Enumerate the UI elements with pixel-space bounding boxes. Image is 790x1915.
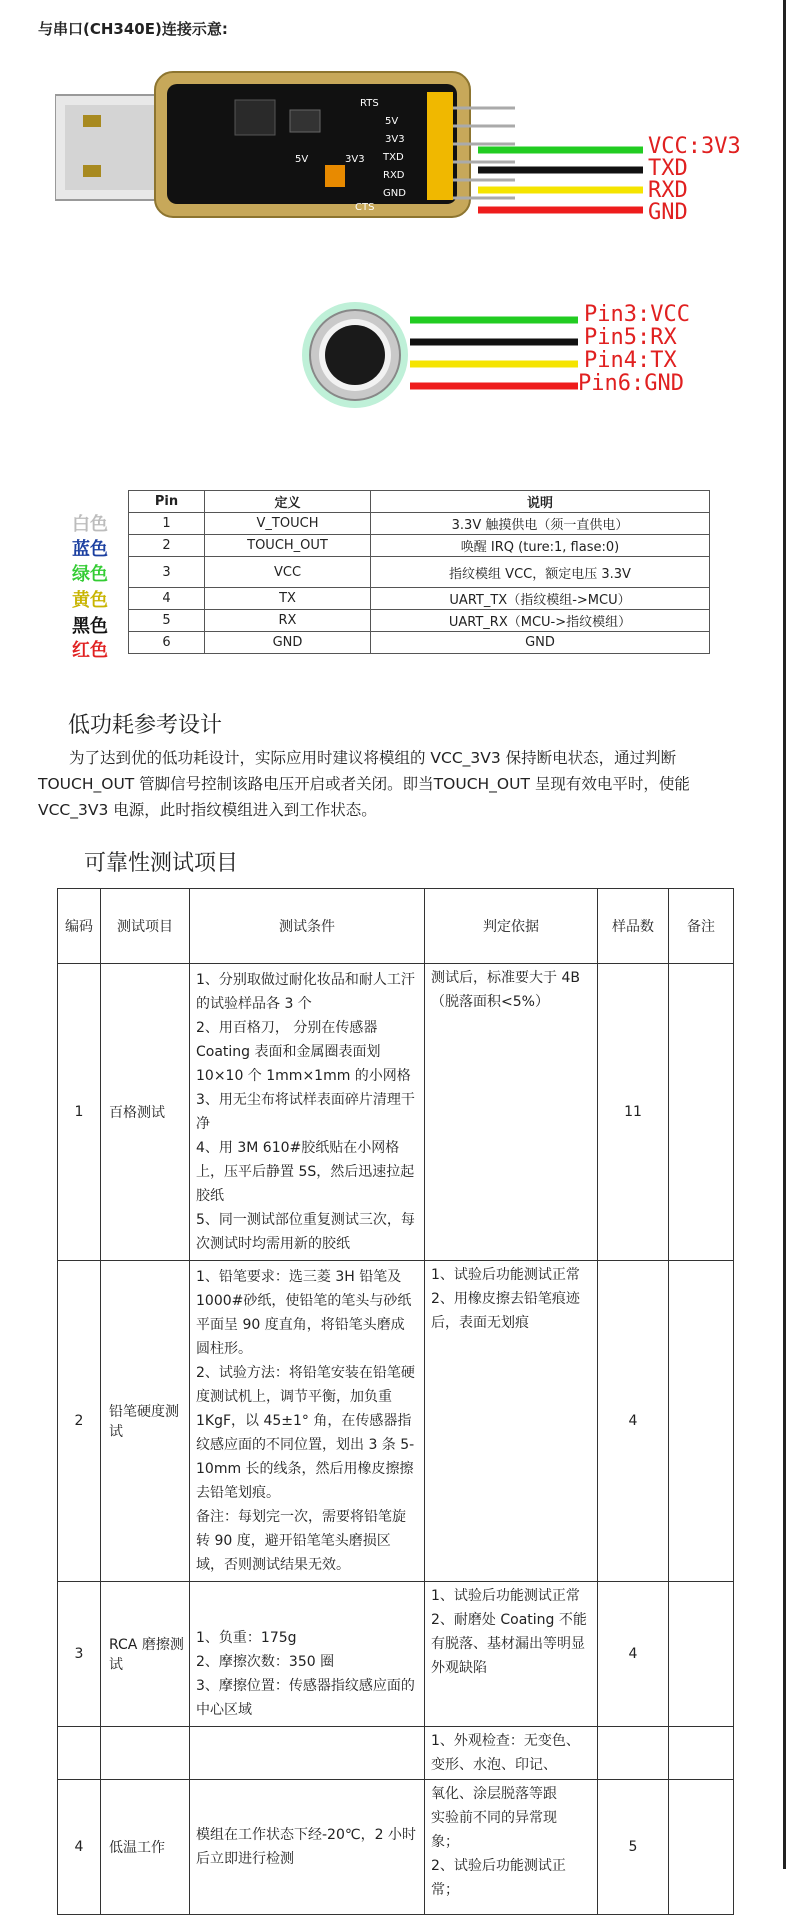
usb-wire-label-gnd: GND xyxy=(648,200,688,225)
test-number: 1 xyxy=(58,964,101,1261)
test-samples: 4 xyxy=(598,1582,669,1727)
pin-number: 1 xyxy=(129,513,205,535)
test-samples xyxy=(598,1727,669,1780)
pin-description: 指纹模组 VCC，额定电压 3.3V xyxy=(371,557,710,588)
test-note xyxy=(669,964,734,1261)
usb-wire-label-txd: TXD xyxy=(648,156,688,181)
pin-table-header xyxy=(129,491,710,513)
test-condition: 模组在工作状态下经-20℃，2 小时后立即进行检测 xyxy=(190,1780,425,1915)
pin-label-rxd: RXD xyxy=(383,170,405,181)
test-number: 4 xyxy=(58,1780,101,1915)
color-label-green: 绿色 xyxy=(72,564,108,585)
pin-table-row xyxy=(129,610,710,632)
pin-label-5v: 5V xyxy=(385,116,399,127)
sensor-surface xyxy=(325,325,385,385)
test-criteria: 测试后，标准要大于 4B（脱落面积<5%） xyxy=(425,964,598,1261)
pin-table-row xyxy=(129,557,710,588)
jumper-label-5v: 5V xyxy=(295,154,309,165)
pin-description: GND xyxy=(371,632,710,654)
pin-definition: TX xyxy=(205,588,371,610)
pin-table-row xyxy=(129,632,710,654)
header-criteria: 判定依据 xyxy=(425,889,598,964)
pin-number: 2 xyxy=(129,535,205,557)
pin-number: 4 xyxy=(129,588,205,610)
test-condition: 1、铅笔要求：选三菱 3H 铅笔及 1000#砂纸，使铅笔的笔头与砂纸平面呈 90 度直角，将铅笔头磨成圆柱形。 2、试验方法：将铅笔安装在铅笔硬度测试机上，调节平衡，加负重 1KgF，以 45±1° 角，在传感器指纹感应面的不同位置，划出 3 条 5-10mm 长的线条，然后用橡皮擦擦去铅笔划痕。 备注：每划完一次，需要将铅笔旋转 90 度，避开铅笔笔头磨损区域，否则测试结果无效。 xyxy=(190,1261,425,1582)
sensor-wire-label-rx: Pin5:RX xyxy=(584,325,677,350)
test-samples: 5 xyxy=(598,1780,669,1915)
pin-number: 3 xyxy=(129,557,205,588)
test-samples: 11 xyxy=(598,964,669,1261)
fingerprint-sensor xyxy=(300,300,410,410)
sensor-wire-label-gnd: Pin6:GND xyxy=(578,371,684,396)
low-power-paragraph: 为了达到优的低功耗设计，实际应用时建议将模组的 VCC_3V3 保持断电状态，通过判断TOUCH_OUT 管脚信号控制该路电压开启或者关闭。即当TOUCH_OUT 呈现有效电平时，使能 VCC_3V3 电源，此时指纹模组进入到工作状态。 xyxy=(38,749,690,819)
color-label-yellow: 黄色 xyxy=(72,590,108,611)
header-test-condition: 测试条件 xyxy=(190,889,425,964)
pin-label-rts: RTS xyxy=(360,98,379,109)
sensor-wire-label-vcc: Pin3:VCC xyxy=(584,302,690,327)
pin-definition: V_TOUCH xyxy=(205,513,371,535)
table-row xyxy=(58,1780,734,1915)
pin-description: 唤醒 IRQ (ture:1, flase:0) xyxy=(371,535,710,557)
usb-wire-label-vcc: VCC:3V3 xyxy=(648,134,741,159)
test-name xyxy=(101,1727,190,1780)
pin-header-pin: Pin xyxy=(129,491,205,513)
test-condition: 1、分别取做过耐化妆品和耐人工汗的试验样品各 3 个 2、用百格刀， 分别在传感器 Coating 表面和金属圈表面划 10×10 个 1mm×1mm 的小网格 3、用无尘布将试样表面碎片清理干净 4、用 3M 610#胶纸贴在小网格上，压平后静置 5S，然后迅速拉起胶纸 5、同一测试部位重复测试三次，每次测试时均需用新的胶纸 xyxy=(190,964,425,1261)
usb-serial-diagram xyxy=(55,70,545,240)
test-criteria: 氧化、涂层脱落等跟 实验前不同的异常现 象； 2、试验后功能测试正 常； xyxy=(425,1780,598,1915)
test-table-header xyxy=(58,889,734,964)
sensor-wire-label-tx: Pin4:TX xyxy=(584,348,677,373)
test-name: 铅笔硬度测试 xyxy=(101,1261,190,1582)
pin-label-3v3: 3V3 xyxy=(385,134,405,145)
color-label-white: 白色 xyxy=(72,514,108,535)
pin-table-row xyxy=(129,513,710,535)
pin-definition-table xyxy=(128,490,710,654)
test-name: 低温工作 xyxy=(101,1780,190,1915)
pin-number: 6 xyxy=(129,632,205,654)
test-condition: 1、负重：175g 2、摩擦次数：350 圈 3、摩擦位置：传感器指纹感应面的中心区域 xyxy=(190,1582,425,1727)
pin-description: 3.3V 触摸供电（须一直供电） xyxy=(371,513,710,535)
pin-header-def: 定义 xyxy=(205,491,371,513)
test-condition xyxy=(190,1727,425,1780)
jumper-label-3v3: 3V3 xyxy=(345,154,365,165)
test-criteria: 1、外观检查：无变色、变形、水泡、印记、 xyxy=(425,1727,598,1780)
color-label-red: 红色 xyxy=(72,640,108,661)
pin-description: UART_TX（指纹模组->MCU） xyxy=(371,588,710,610)
test-criteria: 1、试验后功能测试正常 2、耐磨处 Coating 不能有脱落、基材漏出等明显外观缺陷 xyxy=(425,1582,598,1727)
pin-description: UART_RX（MCU->指纹模组） xyxy=(371,610,710,632)
test-number: 3 xyxy=(58,1582,101,1727)
color-label-blue: 蓝色 xyxy=(72,539,108,560)
pin-label-cts: CTS xyxy=(355,202,375,213)
table-row xyxy=(58,1582,734,1727)
table-row xyxy=(58,1261,734,1582)
connection-heading: 与串口(CH340E)连接示意: xyxy=(38,20,228,38)
test-number xyxy=(58,1727,101,1780)
header-samples: 样品数 xyxy=(598,889,669,964)
low-power-title: 低功耗参考设计 xyxy=(68,713,223,738)
pin-label-gnd: GND xyxy=(383,188,406,199)
test-name: RCA 磨擦测试 xyxy=(101,1582,190,1727)
color-label-black: 黑色 xyxy=(72,616,108,637)
pin-definition: VCC xyxy=(205,557,371,588)
usb-wire-label-rxd: RXD xyxy=(648,178,688,203)
test-criteria: 1、试验后功能测试正常 2、用橡皮擦去铅笔痕迹后，表面无划痕 xyxy=(425,1261,598,1582)
test-note xyxy=(669,1261,734,1582)
test-note xyxy=(669,1727,734,1780)
test-note xyxy=(669,1780,734,1915)
table-row xyxy=(58,964,734,1261)
table-row xyxy=(58,1727,734,1780)
reliability-test-table xyxy=(57,888,734,1915)
test-name: 百格测试 xyxy=(101,964,190,1261)
header-note: 备注 xyxy=(669,889,734,964)
sensor-wires xyxy=(410,300,585,400)
header-test-item: 测试项目 xyxy=(101,889,190,964)
pin-label-txd: TXD xyxy=(383,152,404,163)
header-code: 编码 xyxy=(58,889,101,964)
pin-table-row xyxy=(129,535,710,557)
pin-definition: TOUCH_OUT xyxy=(205,535,371,557)
ch340-chip xyxy=(235,100,275,135)
pin-definition: RX xyxy=(205,610,371,632)
reliability-title: 可靠性测试项目 xyxy=(84,851,239,876)
pin-table-row xyxy=(129,588,710,610)
test-note xyxy=(669,1582,734,1727)
pin-header-desc: 说明 xyxy=(371,491,710,513)
pin-number: 5 xyxy=(129,610,205,632)
usb-wires xyxy=(478,130,648,230)
test-samples: 4 xyxy=(598,1261,669,1582)
test-number: 2 xyxy=(58,1261,101,1582)
pin-definition: GND xyxy=(205,632,371,654)
